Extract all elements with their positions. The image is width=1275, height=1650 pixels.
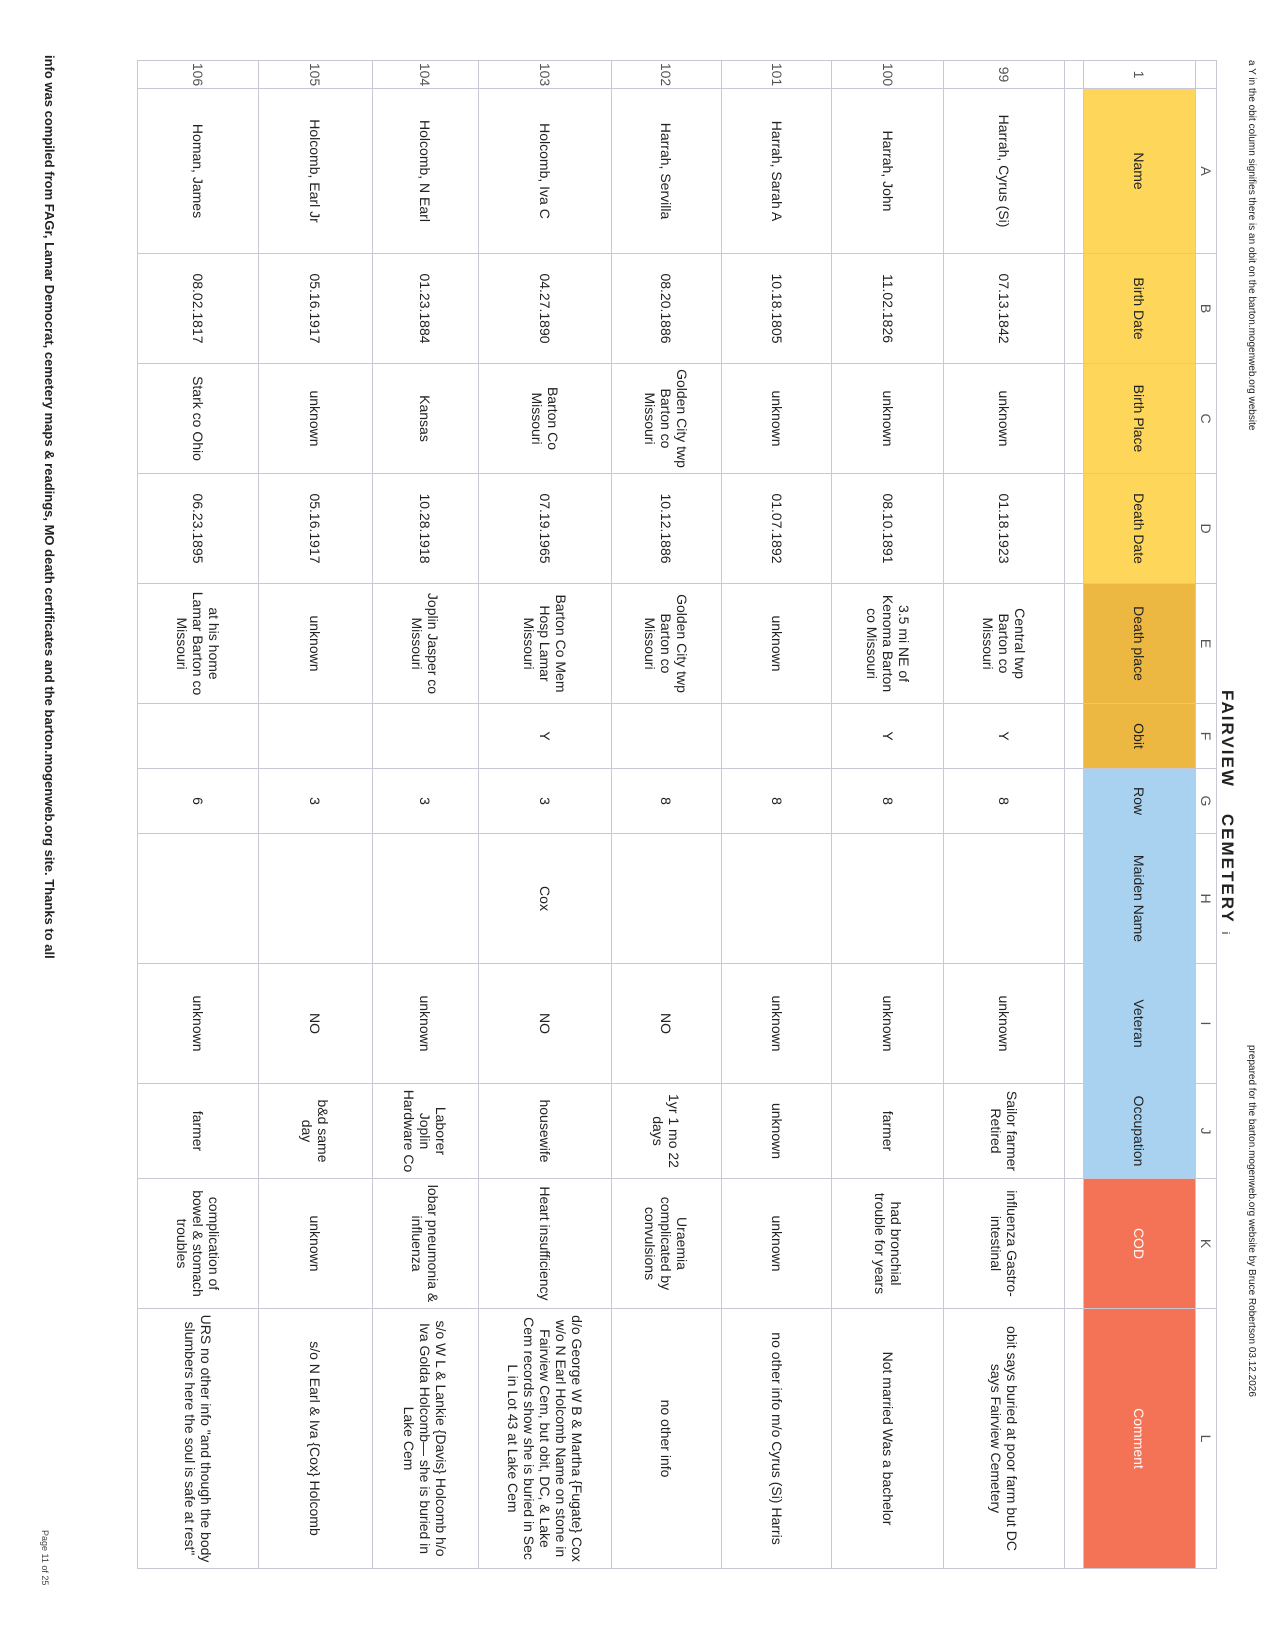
veteran-cell: unknown <box>721 964 831 1084</box>
obit-cell: Y <box>944 704 1064 769</box>
column-letter: C <box>1195 364 1216 474</box>
occupation-cell: Laborer Joplin Hardware Co <box>372 1084 478 1179</box>
row-number: 105 <box>258 61 372 89</box>
birth-place-cell: Golden City twp Barton co Missouri <box>611 364 721 474</box>
maiden-name-cell <box>944 834 1064 964</box>
maiden-name-cell <box>832 834 944 964</box>
birth-date-cell: 01.23.1884 <box>372 254 478 364</box>
row-number: 1 <box>1084 61 1195 89</box>
row-number: 106 <box>138 61 259 89</box>
header-obit: Obit <box>1084 704 1195 769</box>
header-birth-place: Birth Place <box>1084 364 1195 474</box>
title-word-2: CEMETERY <box>1218 813 1237 924</box>
birth-date-cell: 11.02.1826 <box>832 254 944 364</box>
column-letters-row <box>1195 61 1216 1569</box>
name-cell: Harrah, Sarah A <box>721 89 831 254</box>
row-cell: 8 <box>944 769 1064 834</box>
comment-cell: s/o W L & Lankie {Davis} Holcomb h/o Iva Golda Holcomb— she is buried in Lake Cem <box>372 1309 478 1569</box>
death-date-cell: 01.07.1892 <box>721 474 831 584</box>
comment-cell: Not married Was a bachelor <box>832 1309 944 1569</box>
footer-note: info was compiled from FAGr, Lamar Democrat, cemetery maps & readings, MO death certificates and the barton.mogenweb.org site. Thanks to all <box>42 55 57 959</box>
page-title <box>1217 690 1237 936</box>
comment-cell: no other info <box>611 1309 721 1569</box>
maiden-name-cell <box>611 834 721 964</box>
maiden-name-cell <box>258 834 372 964</box>
veteran-cell: NO <box>479 964 612 1084</box>
header-death-place: Death place <box>1084 584 1195 704</box>
cod-cell: unknown <box>258 1179 372 1309</box>
death-date-cell: 10.28.1918 <box>372 474 478 584</box>
row-number: 100 <box>832 61 944 89</box>
header-row <box>1084 61 1195 1569</box>
birth-date-cell: 07.13.1842 <box>944 254 1064 364</box>
death-place-cell: Barton Co Mem Hosp Lamar Missouri <box>479 584 612 704</box>
column-letter: I <box>1195 964 1216 1084</box>
column-letter: B <box>1195 254 1216 364</box>
death-date-cell: 05.16.1917 <box>258 474 372 584</box>
death-place-cell: Central twp Barton co Missouri <box>944 584 1064 704</box>
occupation-cell: farmer <box>832 1084 944 1179</box>
column-letter: F <box>1195 704 1216 769</box>
row-number: 103 <box>479 61 612 89</box>
blank-row <box>1064 61 1083 1569</box>
death-place-cell: 3.5 mi NE of Kenoma Barton co Missouri <box>832 584 944 704</box>
title-word-1: FAIRVIEW <box>1218 690 1237 788</box>
header-cod: COD <box>1084 1179 1195 1309</box>
death-date-cell: 08.10.1891 <box>832 474 944 584</box>
header-row: Row <box>1084 769 1195 834</box>
row-number: 99 <box>944 61 1064 89</box>
death-date-cell: 10.12.1886 <box>611 474 721 584</box>
header-comment: Comment <box>1084 1309 1195 1569</box>
name-cell: Holcomb, Iva C <box>479 89 612 254</box>
obit-cell <box>138 704 259 769</box>
obit-cell: Y <box>479 704 612 769</box>
row-cell: 3 <box>479 769 612 834</box>
obit-cell <box>258 704 372 769</box>
header-name: Name <box>1084 89 1195 254</box>
maiden-name-cell <box>721 834 831 964</box>
column-letter: K <box>1195 1179 1216 1309</box>
row-cell: 8 <box>832 769 944 834</box>
name-cell: Holcomb, N Earl <box>372 89 478 254</box>
table-row <box>258 61 372 1569</box>
row-cell: 8 <box>611 769 721 834</box>
obit-cell <box>721 704 831 769</box>
birth-place-cell: unknown <box>258 364 372 474</box>
corner-cell <box>1195 61 1216 89</box>
column-letter: D <box>1195 474 1216 584</box>
birth-date-cell: 08.02.1817 <box>138 254 259 364</box>
death-place-cell: unknown <box>721 584 831 704</box>
header-veteran: Veteran <box>1084 964 1195 1084</box>
comment-cell: d/o George W B & Martha {Fugate} Cox w/o N Earl Holcomb Name on stone in Fairview Cem, but obit, DC, & Lake Cem records show she is buried in Sec L in Lot 43 at Lake Cem <box>479 1309 612 1569</box>
occupation-cell: Sailor farmer Retired <box>944 1084 1064 1179</box>
table-row <box>611 61 721 1569</box>
header-occupation: Occupation <box>1084 1084 1195 1179</box>
death-place-cell: at his home Lamar Barton co Missouri <box>138 584 259 704</box>
maiden-name-cell <box>138 834 259 964</box>
column-letter: G <box>1195 769 1216 834</box>
birth-place-cell: Stark co Ohio <box>138 364 259 474</box>
death-date-cell: 06.23.1895 <box>138 474 259 584</box>
title-suffix: i <box>1219 931 1231 937</box>
veteran-cell: unknown <box>138 964 259 1084</box>
death-place-cell: Golden City twp Barton co Missouri <box>611 584 721 704</box>
veteran-cell: unknown <box>832 964 944 1084</box>
row-cell: 6 <box>138 769 259 834</box>
cod-cell: Uraemia complicated by convulsions <box>611 1179 721 1309</box>
column-letter: A <box>1195 89 1216 254</box>
birth-date-cell: 04.27.1890 <box>479 254 612 364</box>
table-row <box>721 61 831 1569</box>
obit-cell <box>611 704 721 769</box>
column-letter: H <box>1195 834 1216 964</box>
birth-place-cell: Kansas <box>372 364 478 474</box>
name-cell: Holcomb, Earl Jr <box>258 89 372 254</box>
row-number: 102 <box>611 61 721 89</box>
cemetery-table <box>137 60 1217 1569</box>
birth-place-cell: unknown <box>832 364 944 474</box>
birth-place-cell: unknown <box>944 364 1064 474</box>
table-row <box>138 61 259 1569</box>
row-cell: 8 <box>721 769 831 834</box>
death-place-cell: unknown <box>258 584 372 704</box>
name-cell: Harrah, Servilla <box>611 89 721 254</box>
cod-cell: Heart insufficiency <box>479 1179 612 1309</box>
cod-cell: unknown <box>721 1179 831 1309</box>
row-cell: 3 <box>372 769 478 834</box>
comment-cell: s/o N Earl & Iva {Cox} Holcomb <box>258 1309 372 1569</box>
death-place-cell: Joplin Jasper co Missouri <box>372 584 478 704</box>
occupation-cell: housewife <box>479 1084 612 1179</box>
death-date-cell: 07.19.1965 <box>479 474 612 584</box>
veteran-cell: NO <box>258 964 372 1084</box>
comment-cell: URS no other info "and though the body slumbers here the soul is safe at rest" <box>138 1309 259 1569</box>
birth-date-cell: 10.18.1805 <box>721 254 831 364</box>
column-letter: L <box>1195 1309 1216 1569</box>
table-row <box>944 61 1064 1569</box>
obit-cell <box>372 704 478 769</box>
death-date-cell: 01.18.1923 <box>944 474 1064 584</box>
row-cell: 3 <box>258 769 372 834</box>
page-number: Page 11 of 25 <box>40 1530 50 1586</box>
header-maiden-name: Maiden Name <box>1084 834 1195 964</box>
occupation-cell: b&d same day <box>258 1084 372 1179</box>
occupation-cell: unknown <box>721 1084 831 1179</box>
table-row <box>479 61 612 1569</box>
maiden-name-cell <box>372 834 478 964</box>
column-letter: E <box>1195 584 1216 704</box>
veteran-cell: unknown <box>944 964 1064 1084</box>
row-number: 104 <box>372 61 478 89</box>
obit-cell: Y <box>832 704 944 769</box>
cod-cell: complication of bowel & stomach troubles <box>138 1179 259 1309</box>
name-cell: Homan, James <box>138 89 259 254</box>
birth-date-cell: 08.20.1886 <box>611 254 721 364</box>
table-row <box>372 61 478 1569</box>
column-letter: J <box>1195 1084 1216 1179</box>
row-number: 101 <box>721 61 831 89</box>
name-cell: Harrah, John <box>832 89 944 254</box>
birth-place-cell: Barton Co Missouri <box>479 364 612 474</box>
header-birth-date: Birth Date <box>1084 254 1195 364</box>
table-row <box>832 61 944 1569</box>
obit-note: a Y in the obit column signifies there is an obit on the barton.mogenweb.org website <box>1246 60 1257 431</box>
comment-cell: obit says buried at poor farm but DC says Fairview Cemetery <box>944 1309 1064 1569</box>
occupation-cell: 1yr 1 mo 22 days <box>611 1084 721 1179</box>
cod-cell: lobar pneumonia & influenza <box>372 1179 478 1309</box>
veteran-cell: NO <box>611 964 721 1084</box>
table-body <box>138 61 1065 1569</box>
cod-cell: had bronchial trouble for years <box>832 1179 944 1309</box>
prepared-by: prepared for the barton.mogenweb.org website by Bruce Robertson 03.12.2026 <box>1246 1045 1257 1397</box>
veteran-cell: unknown <box>372 964 478 1084</box>
occupation-cell: farmer <box>138 1084 259 1179</box>
cod-cell: influenza Gastro-intestinal <box>944 1179 1064 1309</box>
birth-date-cell: 05.16.1917 <box>258 254 372 364</box>
comment-cell: no other info m/o Cyrus (Si) Harris <box>721 1309 831 1569</box>
birth-place-cell: unknown <box>721 364 831 474</box>
name-cell: Harrah, Cyrus (Si) <box>944 89 1064 254</box>
maiden-name-cell: Cox <box>479 834 612 964</box>
header-death-date: Death Date <box>1084 474 1195 584</box>
